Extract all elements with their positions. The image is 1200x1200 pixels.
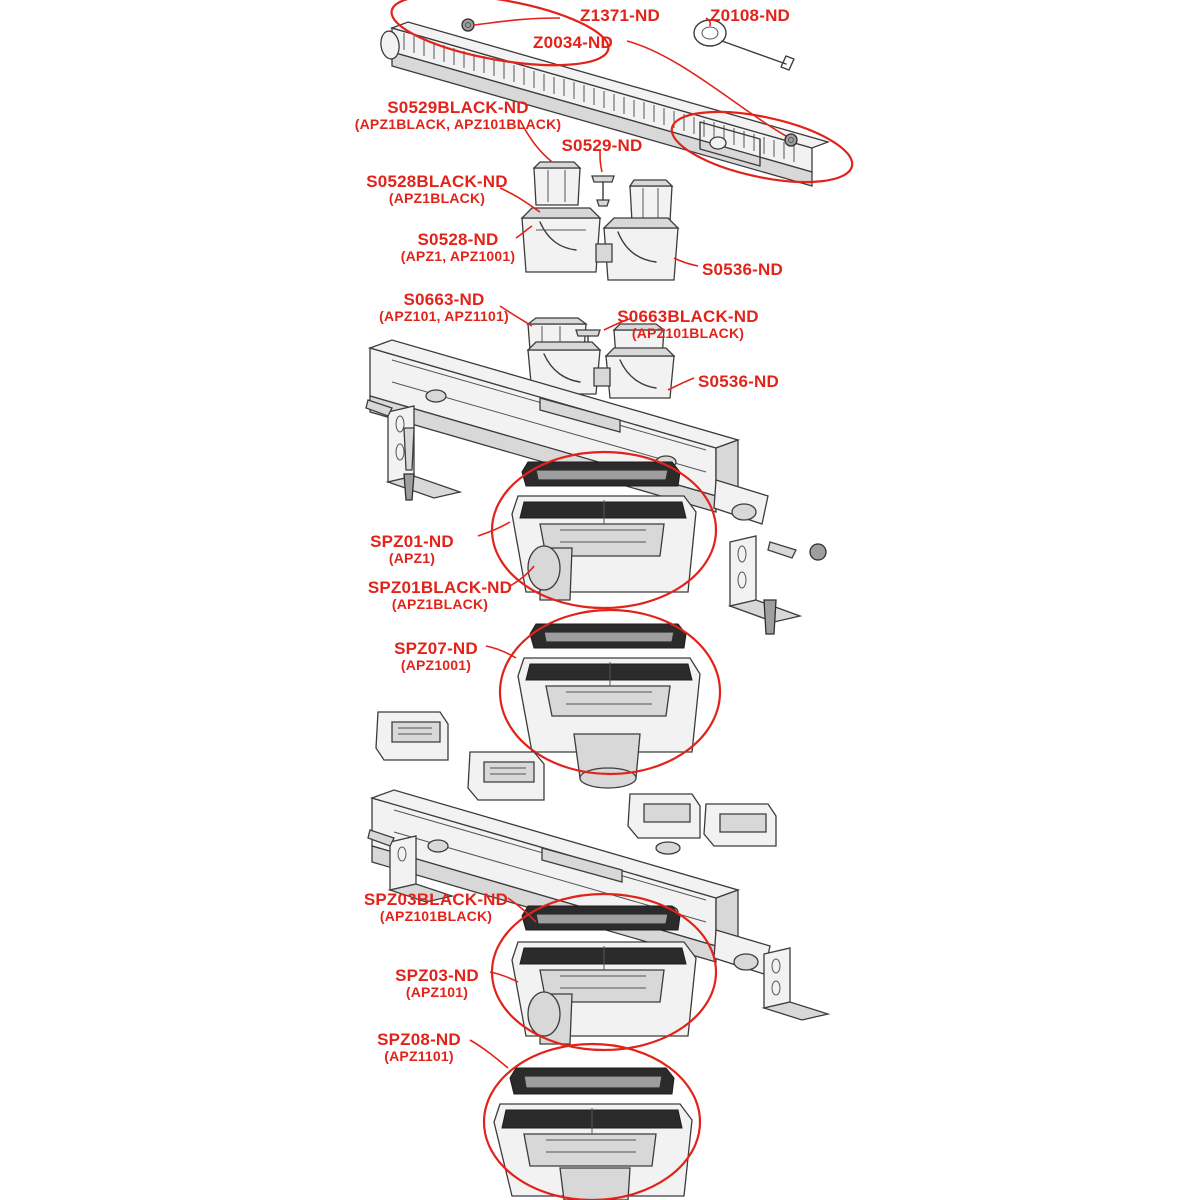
part-variants: (APZ101BLACK) bbox=[631, 325, 745, 342]
part-code: SPZ08-ND bbox=[377, 1030, 461, 1049]
part-label-s0528black bbox=[366, 172, 507, 207]
part-variants: (APZ1BLACK) bbox=[388, 190, 486, 207]
part-variants: (APZ101BLACK) bbox=[379, 908, 493, 925]
siphon-spz07 bbox=[518, 624, 700, 788]
part-variants: (APZ101, APZ1101) bbox=[379, 308, 509, 325]
part-code: Z1371-ND bbox=[579, 6, 661, 25]
part-code: S0528BLACK-ND bbox=[366, 172, 508, 191]
part-code: SPZ03-ND bbox=[395, 966, 479, 985]
part-variants: (APZ1BLACK, APZ101BLACK) bbox=[354, 116, 562, 133]
key-tool bbox=[694, 20, 794, 70]
part-code: SPZ07-ND bbox=[394, 639, 478, 658]
part-label-s0529 bbox=[562, 136, 643, 155]
part-label-z1371 bbox=[580, 6, 660, 25]
part-label-spz01 bbox=[370, 532, 454, 567]
part-label-s0663 bbox=[379, 290, 509, 325]
part-label-spz03 bbox=[395, 966, 479, 1001]
part-variants: (APZ1) bbox=[388, 550, 436, 567]
part-code: S0663BLACK-ND bbox=[617, 307, 759, 326]
part-code: SPZ01BLACK-ND bbox=[367, 578, 513, 597]
part-label-z0108 bbox=[710, 6, 790, 25]
part-label-s0663black bbox=[617, 307, 758, 342]
part-code: S0528-ND bbox=[417, 230, 499, 249]
part-variants: (APZ1, APZ1001) bbox=[400, 248, 516, 265]
part-code: SPZ01-ND bbox=[370, 532, 454, 551]
part-variants: (APZ1BLACK) bbox=[391, 596, 489, 613]
part-code: SPZ03BLACK-ND bbox=[363, 890, 509, 909]
part-label-spz03black bbox=[364, 890, 508, 925]
part-label-s0536-lower bbox=[698, 372, 779, 391]
siphon-spz01 bbox=[512, 462, 696, 600]
part-variants: (APZ1101) bbox=[384, 1048, 454, 1065]
part-code: S0663-ND bbox=[403, 290, 485, 309]
part-label-s0536-upper bbox=[702, 260, 783, 279]
part-code: Z0034-ND bbox=[532, 33, 614, 52]
part-label-z0034 bbox=[533, 33, 613, 52]
part-code: Z0108-ND bbox=[710, 6, 791, 25]
part-label-s0529black bbox=[355, 98, 562, 133]
part-variants: (APZ101) bbox=[405, 984, 469, 1001]
part-variants: (APZ1001) bbox=[400, 657, 472, 674]
part-code: S0529-ND bbox=[561, 136, 643, 155]
siphon-spz03 bbox=[512, 906, 696, 1044]
part-label-spz01black bbox=[368, 578, 512, 613]
part-label-spz08 bbox=[377, 1030, 461, 1065]
part-label-s0528 bbox=[401, 230, 516, 265]
part-label-spz07 bbox=[394, 639, 478, 674]
part-code: S0529BLACK-ND bbox=[387, 98, 529, 117]
part-code: S0536-ND bbox=[702, 260, 783, 279]
part-code: S0536-ND bbox=[698, 372, 779, 391]
siphon-group-upper bbox=[522, 162, 678, 280]
